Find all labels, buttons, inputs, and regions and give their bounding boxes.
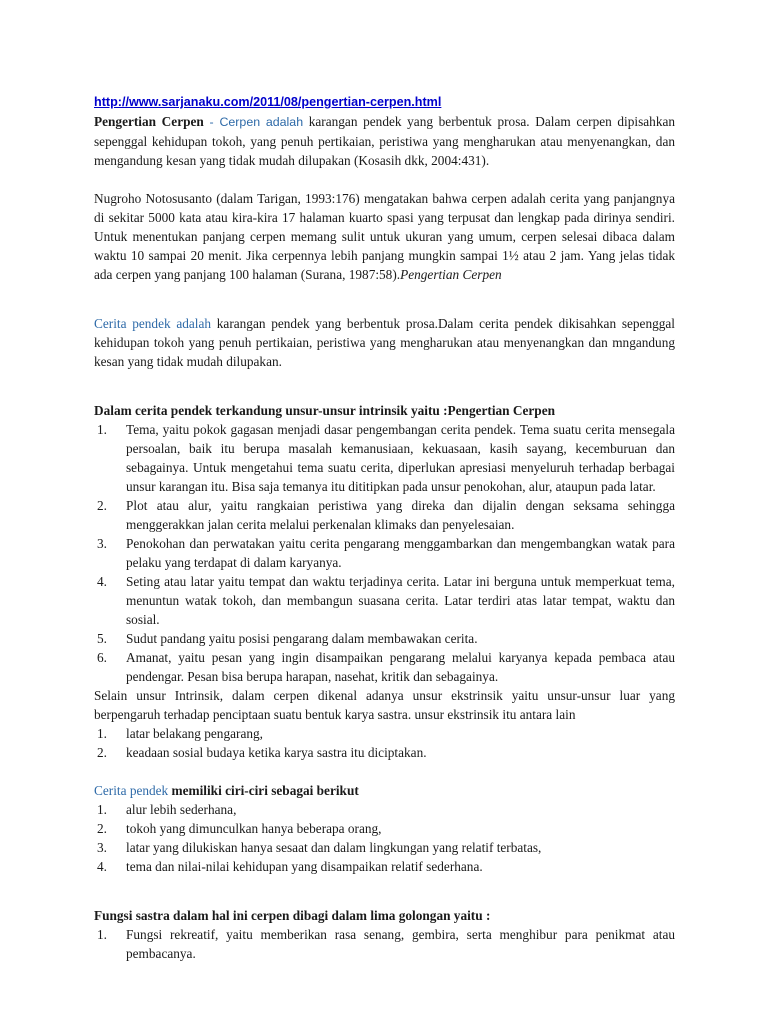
fungsi-heading: Fungsi sastra dalam hal ini cerpen dibagi dalam lima golongan yaitu :: [94, 908, 491, 923]
source-url-link[interactable]: http://www.sarjanaku.com/2011/08/pengertian-cerpen.html: [94, 95, 442, 109]
intro-heading: Pengertian Cerpen: [94, 114, 204, 129]
intro-link[interactable]: Cerpen adalah: [219, 115, 304, 129]
ciri-heading: Cerita pendek memiliki ciri-ciri sebagai berikut: [94, 783, 359, 798]
list-item: 1. Tema, yaitu pokok gagasan menjadi dasar pengembangan cerita pendek. Tema suatu cerita mensegala persoalan, baik itu berupa masalah kemanusiaan, kekuasaan, kasih sayang, kecemburuan dan sebagainya. Untuk mengetahui tema suatu cerita, diperlukan apresiasi menyeluruh terhadap berbagai unsur karangan itu. Bisa saja temanya itu dititipkan pada unsur penokohan, alur, ataupun pada latar.: [97, 422, 675, 494]
definition-paragraph: [94, 189, 675, 284]
list-item: 4. Seting atau latar yaitu tempat dan waktu terjadinya cerita. Latar ini berguna untuk memperkuat tema, menuntun watak tokoh, dan membangun suasana cerita. Latar terdiri atas latar tempat, waktu dan sosial.: [97, 574, 675, 627]
list-item: 3. Penokohan dan perwatakan yaitu cerita pengarang menggambarkan dan mengembangkan watak para pelaku yang terdapat di dalam karyanya.: [97, 536, 675, 570]
fungsi-list: [94, 925, 675, 963]
list-item: 1. alur lebih sederhana,: [97, 802, 237, 817]
intrinsic-heading: Dalam cerita pendek terkandung unsur-unsur intrinsik yaitu :Pengertian Cerpen: [94, 403, 555, 418]
short-story-link[interactable]: Cerita pendek adalah: [94, 316, 212, 331]
list-item: 1. Fungsi rekreatif, yaitu memberikan rasa senang, gembira, serta menghibur para penikmat atau pembacanya.: [97, 927, 675, 961]
list-item: 1. latar belakang pengarang,: [97, 726, 263, 741]
document-content: [94, 93, 675, 963]
list-item: 4. tema dan nilai-nilai kehidupan yang disampaikan relatif sederhana.: [97, 859, 483, 874]
extrinsic-list: [94, 724, 675, 762]
intrinsic-list: [94, 420, 675, 686]
list-item: 6. Amanat, yaitu pesan yang ingin disampaikan pengarang melalui karyanya kepada pembaca atau pendengar. Pesan bisa berupa harapan, nasehat, kritik dan sebagainya.: [97, 650, 675, 684]
definition-text: Nugroho Notosusanto (dalam Tarigan, 1993:176) mengatakan bahwa cerpen adalah cerita yang panjangnya di sekitar 5000 kata atau kira-kira 17 halaman kuarto spasi yang terpusat dan lengkap pada dirinya sendiri. Untuk menentukan panjang cerpen memang sulit untuk ukuran yang umum, cerpen selesai dibaca dalam waktu 10 sampai 20 menit. Jika cerpennya lebih panjang mungkin sampai 1½ atau 2 jam. Yang jelas tidak ada cerpen yang panjang 100 halaman (Surana, 1987:58).: [94, 191, 675, 282]
ciri-list: [94, 800, 675, 876]
intro-paragraph: [94, 112, 675, 170]
extrinsic-paragraph: Selain unsur Intrinsik, dalam cerpen dikenal adanya unsur ekstrinsik yaitu unsur-unsur luar yang berpengaruh terhadap penciptaan suatu bentuk karya sastra. unsur ekstrinsik itu antara lain: [94, 688, 675, 722]
short-story-paragraph: [94, 314, 675, 371]
list-item: 2. Plot atau alur, yaitu rangkaian peristiwa yang direka dan dijalin dengan seksama sehingga menggerakkan jalan cerita melalui perkenalan klimaks dan penyelesaian.: [97, 498, 675, 532]
list-item: 5. Sudut pandang yaitu posisi pengarang dalam membawakan cerita.: [97, 631, 478, 646]
list-item: 2. tokoh yang dimunculkan hanya beberapa orang,: [97, 821, 382, 836]
definition-italic: Pengertian Cerpen: [400, 267, 502, 282]
intro-dash: -: [203, 115, 220, 129]
list-item: 3. latar yang dilukiskan hanya sesaat dan dalam lingkungan yang relatif terbatas,: [97, 840, 542, 855]
ciri-link[interactable]: Cerita pendek: [94, 783, 169, 798]
intro-text: karangan pendek yang berbentuk prosa. Dalam cerpen dipisahkan sepenggal kehidupan tokoh, yang penuh pertikaian, peristiwa yang mengharukan atau menyenangkan, dan mengandung kesan yang tidak mudah dilupakan (Kosasih dkk, 2004:431).: [94, 114, 676, 168]
list-item: 2. keadaan sosial budaya ketika karya sastra itu diciptakan.: [97, 745, 427, 760]
short-story-text: karangan pendek yang berbentuk prosa.Dalam cerita pendek dikisahkan sepenggal kehidupan tokoh yang penuh pertikaian, peristiwa yang mengharukan atau menyenangkan dan mngandung kesan yang tidak mudah dilupakan.: [94, 316, 676, 369]
